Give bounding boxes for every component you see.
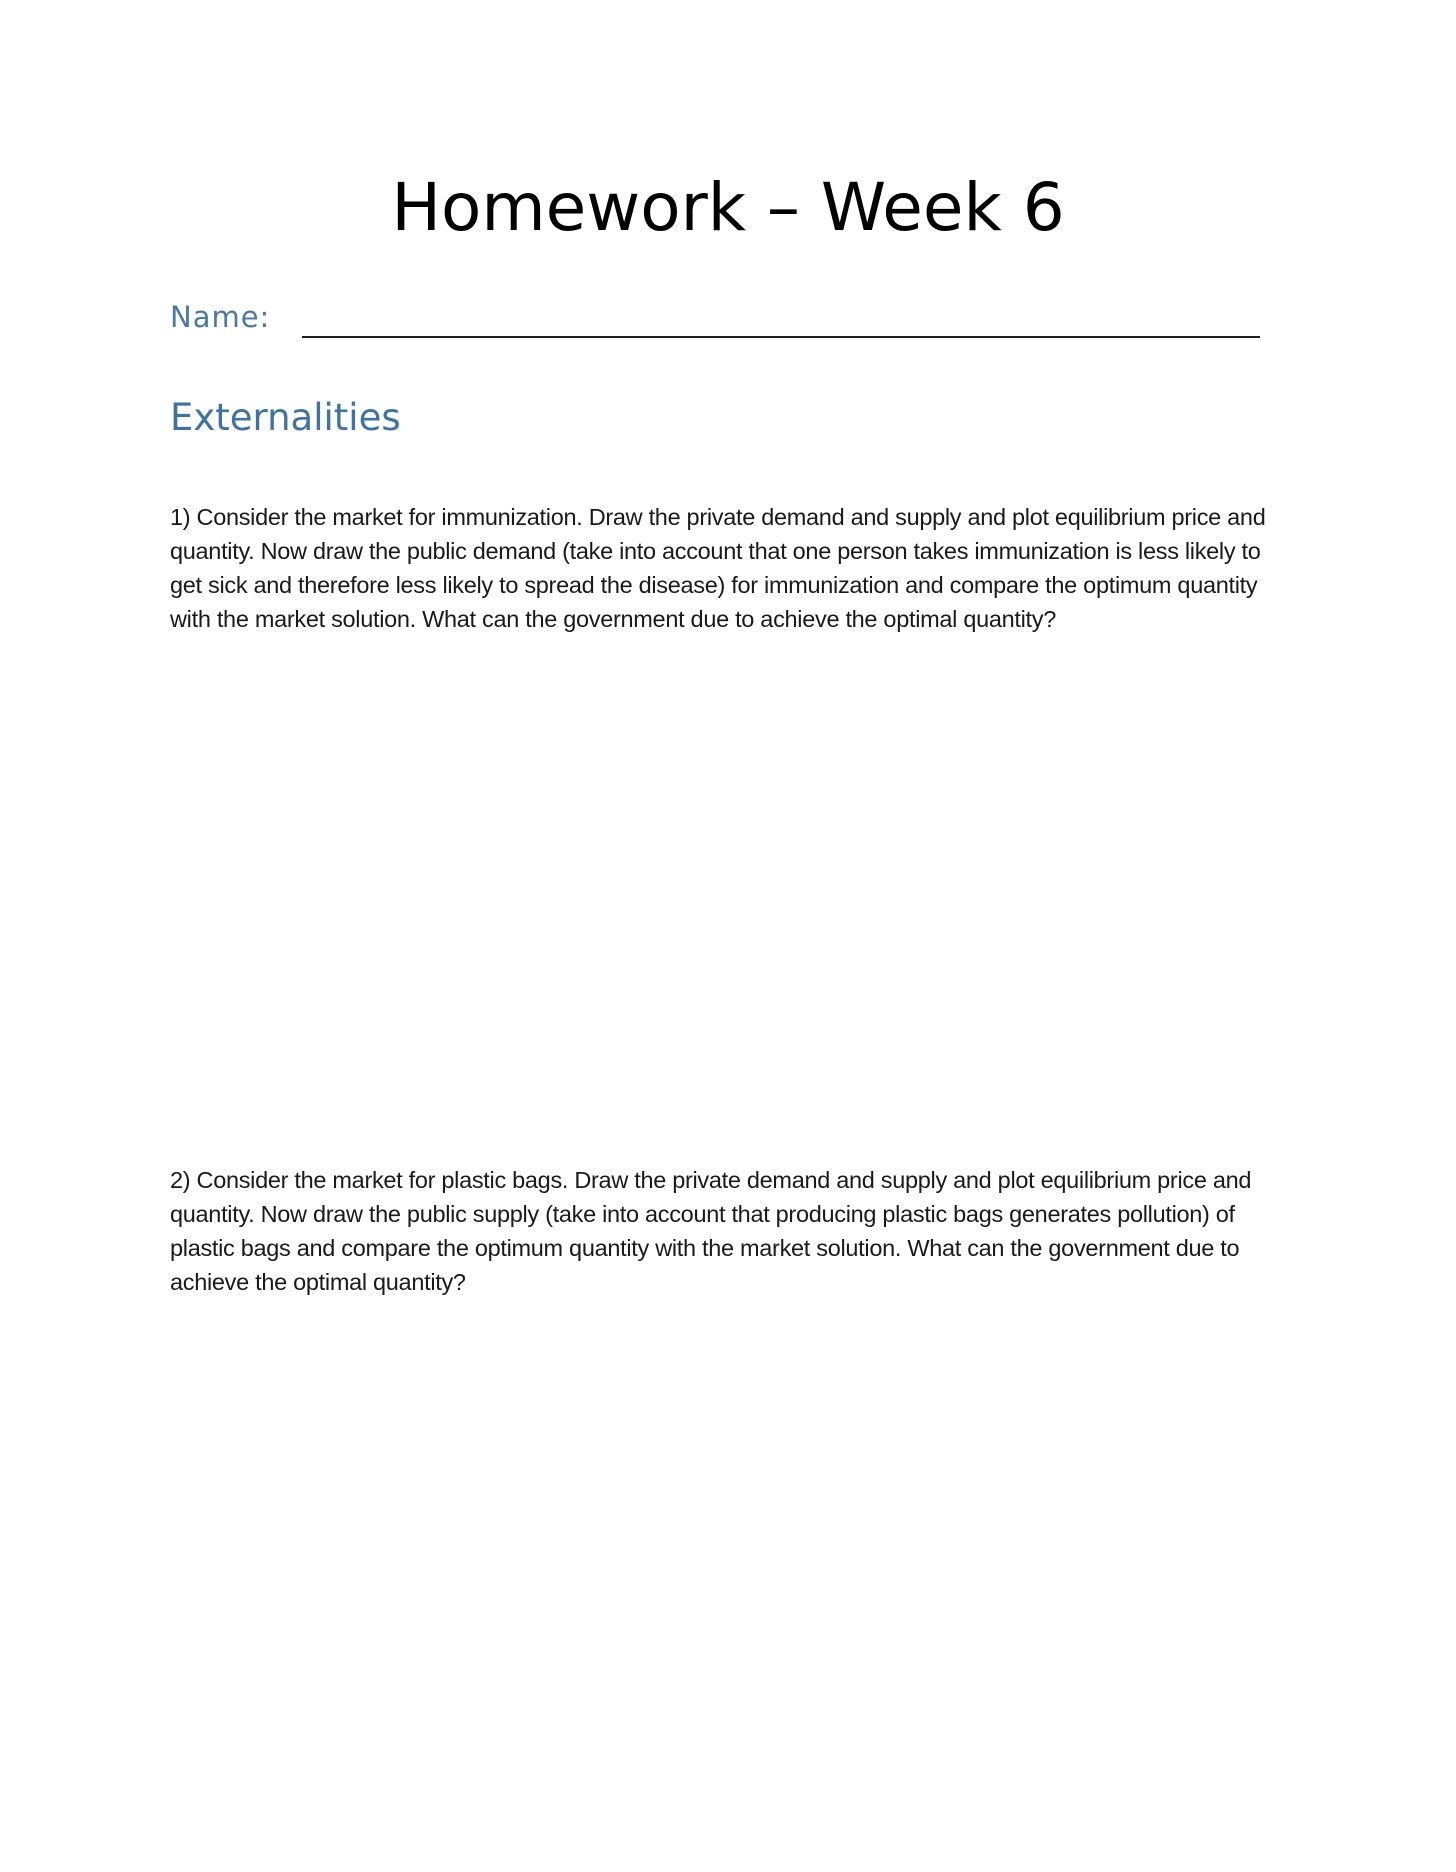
question-1: 1) Consider the market for immunization. Draw the private demand and supply and plot equilibrium price and quantity. Now draw the public demand (take into account that one person takes immunization is less likely to get sick and therefore less likely to spread the disease) for immunization and compare the optimum quantity with the market solution. What can the government due to achieve the optimal quantity? <box>170 504 1266 632</box>
name-blank-line <box>302 336 1260 338</box>
page-title: Homework – Week 6 <box>391 169 1065 246</box>
name-field-row <box>170 296 1260 346</box>
question-2: 2) Consider the market for plastic bags. Draw the private demand and supply and plot equilibrium price and quantity. Now draw the public supply (take into account that producing plastic bags generates pollution) of plastic bags and compare the optimum quantity with the market solution. What can the government due to achieve the optimal quantity? <box>170 1167 1252 1295</box>
name-label: Name: <box>170 300 271 334</box>
section-heading: Externalities <box>170 396 401 439</box>
